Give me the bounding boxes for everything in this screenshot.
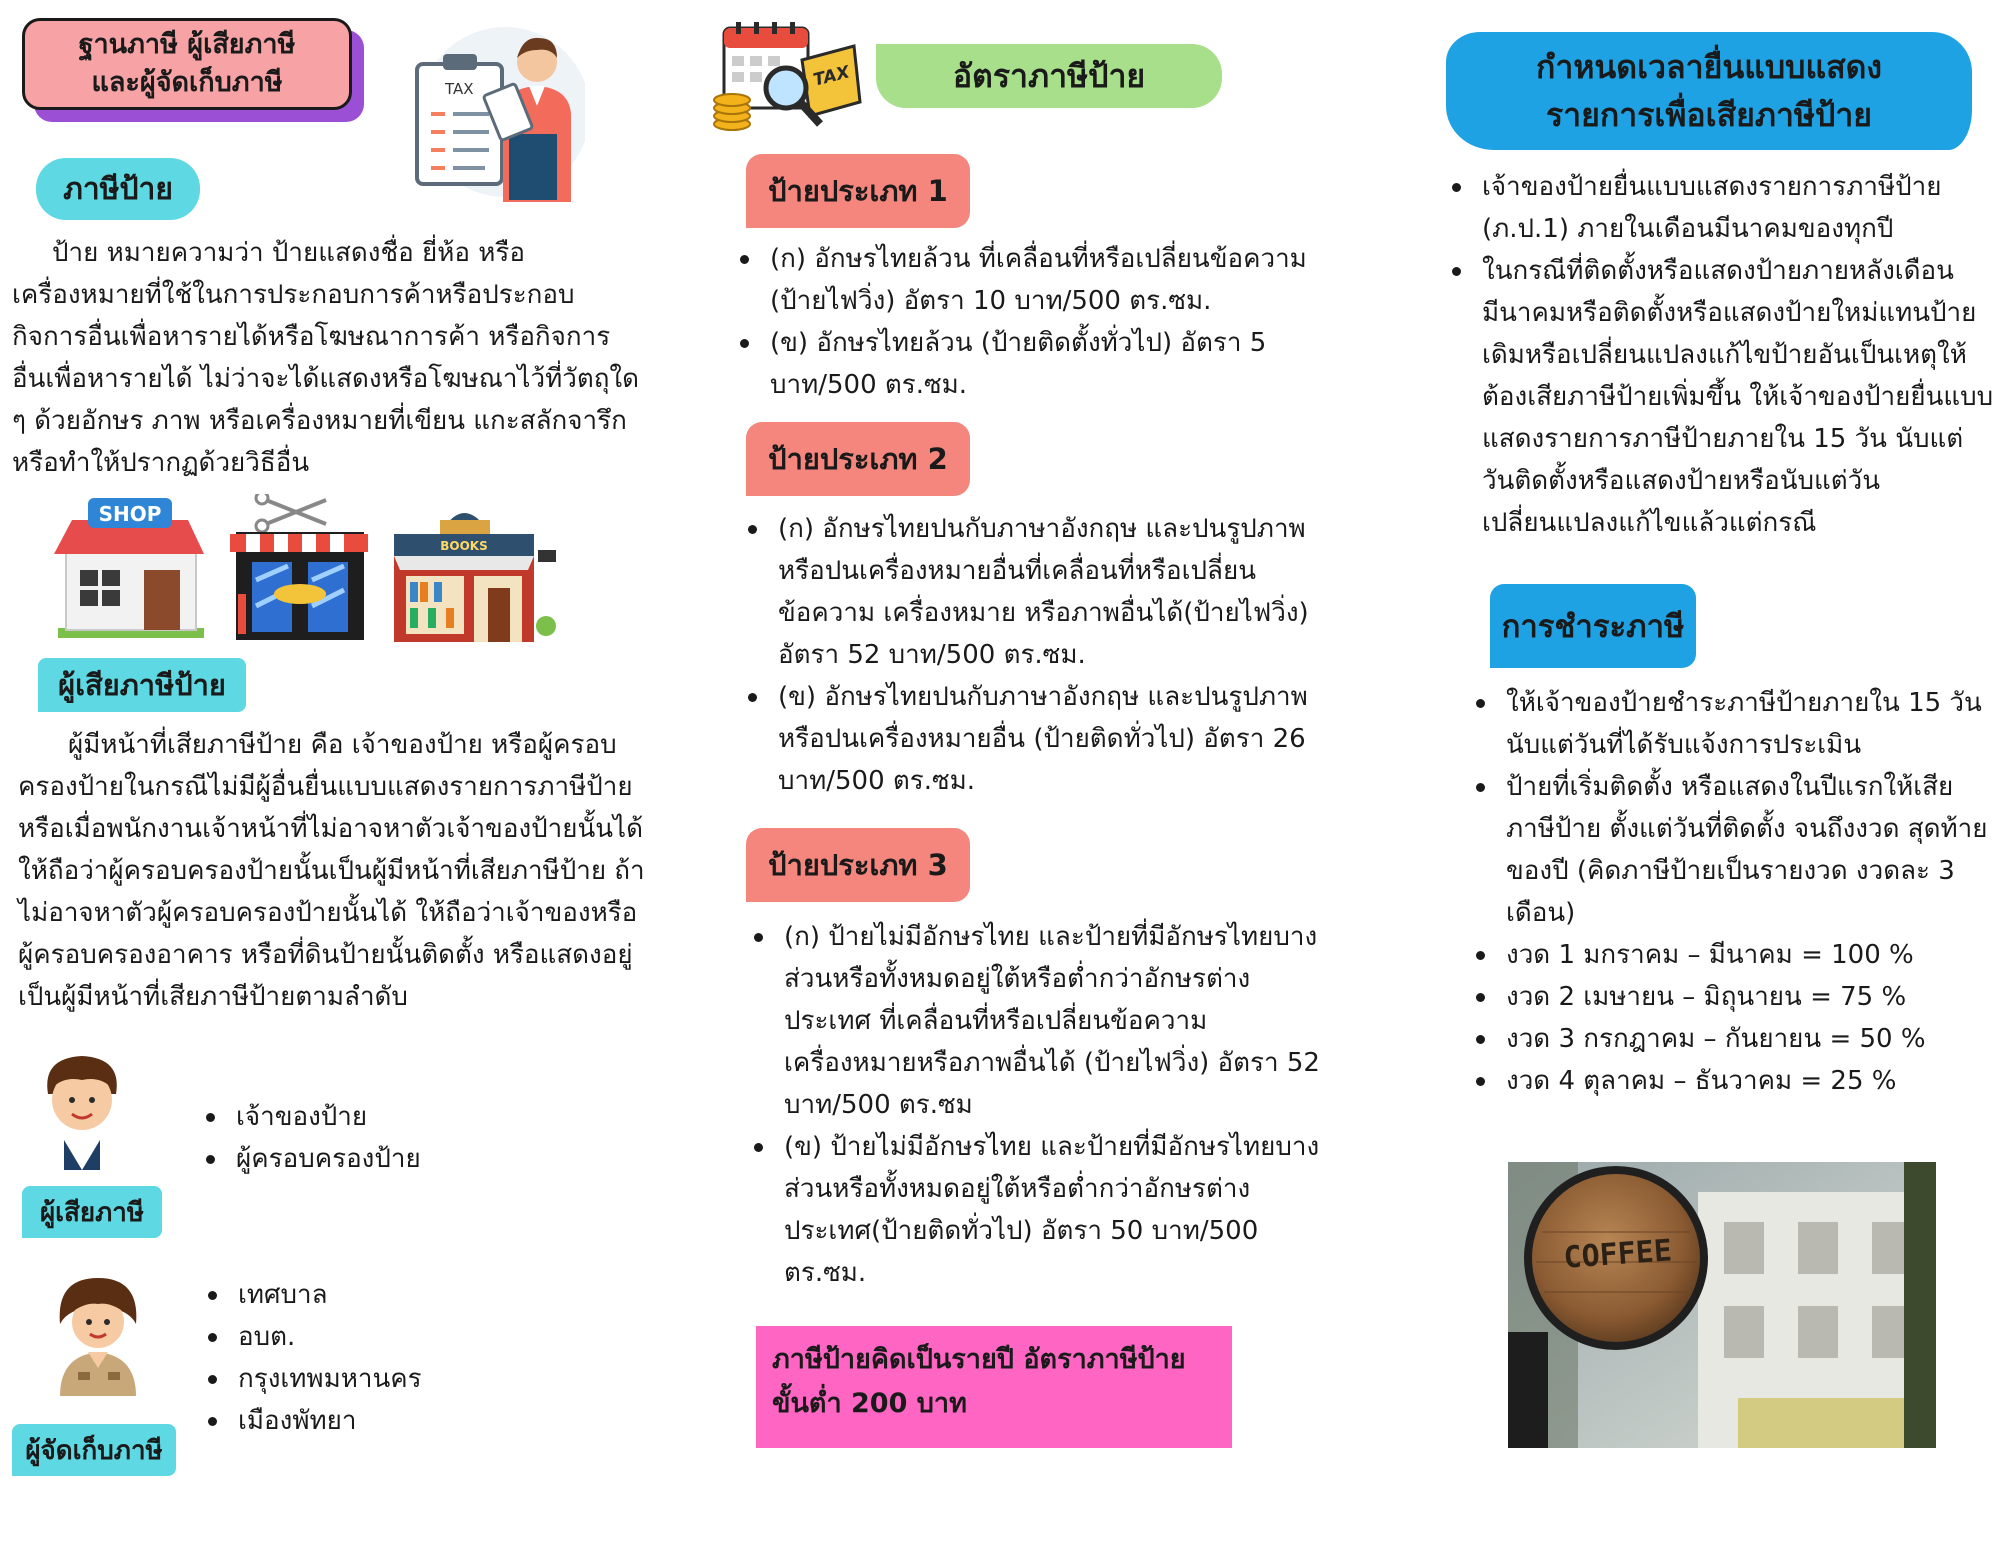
books-sign-text: BOOKS xyxy=(440,539,488,553)
type2-badge xyxy=(746,422,970,496)
filing-deadline-heading-badge xyxy=(1446,32,1972,150)
taxpayer-definition: ผู้มีหน้าที่เสียภาษีป้าย คือ เจ้าของป้าย หรือผู้ครอบครองป้ายในกรณีไม่มีผู้อื่นยื่นแบบแสดงรายการภาษีป้าย หรือเมื่อพนักงานเจ้าหน้าที่ไม่อาจหาตัวเจ้าของป้ายนั้นได้ ให้ถือว่าผู้ครอบครองป้ายนั้นเป็นผู้มีหน้าที่เสียภาษีป้าย ถ้าไม่อาจหาตัวผู้ครอบครองป้ายนั้นได้ ให้ถือว่าเจ้าของหรือ ผู้ครอบครองอาคาร หรือที่ดินป้ายนั้นติดตั้ง หรือแสดงอยู่เป็นผู้มีหน้าที่เสียภาษีป้ายตามลำดับ xyxy=(18,730,645,1012)
payer-list xyxy=(196,1096,516,1180)
signtax-definition: ป้าย หมายความว่า ป้ายแสดงชื่อ ยี่ห้อ หรือเครื่องหมายที่ใช้ในการประกอบการค้าหรือประกอบกิจการอื่นเพื่อหารายได้หรือโฆษณาการค้า หรือกิจการอื่นเพื่อหารายได้ ไม่ว่าจะได้แสดงหรือโฆษณาไว้ที่วัตถุใด ๆ ด้วยอักษร ภาพ หรือเครื่องหมายที่เขียน แกะสลักจารึกหรือทำให้ปรากฏด้วยวิธีอื่น xyxy=(12,238,640,478)
shop-icon xyxy=(52,496,207,641)
rate-heading: อัตราภาษีป้าย xyxy=(952,56,1146,95)
list-item: เจ้าของป้าย xyxy=(196,1096,516,1138)
list-item: อบต. xyxy=(198,1316,518,1358)
payment-heading-badge xyxy=(1490,584,1696,668)
bookstore-icon xyxy=(388,498,558,644)
list-item: (ก) อักษรไทยล้วน ที่เคลื่อนที่หรือเปลี่ยนข้อความ (ป้ายไฟวิ่ง) อัตรา 10 บาท/500 ตร.ซม. xyxy=(730,238,1320,322)
payer-label-badge xyxy=(22,1186,162,1238)
list-item: (ข) ป้ายไม่มีอักษรไทย และป้ายที่มีอักษรไทยบางส่วนหรือทั้งหมดอยู่ใต้หรือต่ำกว่าอักษรต่างประเทศ(ป้ายติดทั่วไป) อัตรา 50 บาท/500 ตร.ซม. xyxy=(744,1126,1324,1294)
list-item: เจ้าของป้ายยื่นแบบแสดงรายการภาษีป้าย (ภ.ป.1) ภายในเดือนมีนาคมของทุกปี xyxy=(1442,166,1994,250)
tax-calendar-icon xyxy=(710,20,862,132)
type1-badge xyxy=(746,154,970,228)
tax-label: TAX xyxy=(445,80,474,98)
signtax-heading-badge xyxy=(36,158,200,220)
boy-avatar-icon xyxy=(36,1050,128,1170)
minimum-tax-line2: ขั้นต่ำ 200 บาท xyxy=(772,1388,967,1419)
collector-label: ผู้จัดเก็บภาษี xyxy=(25,1435,163,1466)
type3-badge xyxy=(746,828,970,902)
taxpayer-heading-badge xyxy=(38,658,246,712)
type1-label: ป้ายประเภท 1 xyxy=(768,174,948,208)
payment-heading: การชำระภาษี xyxy=(1501,609,1685,645)
collector-list xyxy=(198,1274,518,1442)
list-item: งวด 1 มกราคม – มีนาคม = 100 % xyxy=(1466,934,1996,976)
list-item: ให้เจ้าของป้ายชำระภาษีป้ายภายใน 15 วัน นับแต่วันที่ได้รับแจ้งการประเมิน xyxy=(1466,682,1996,766)
list-item: (ข) อักษรไทยปนกับภาษาอังกฤษ และปนรูปภาพ หรือปนเครื่องหมายอื่น (ป้ายติดทั่วไป) อัตรา 26 บาท/500 ตร.ซม. xyxy=(738,676,1318,802)
collector-label-badge xyxy=(12,1424,176,1476)
type1-list xyxy=(730,238,1320,406)
list-item: กรุงเทพมหานคร xyxy=(198,1358,518,1400)
list-item: งวด 4 ตุลาคม – ธันวาคม = 25 % xyxy=(1466,1060,1996,1102)
minimum-tax-note xyxy=(756,1326,1232,1448)
list-item: เทศบาล xyxy=(198,1274,518,1316)
list-item: งวด 2 เมษายน – มิถุนายน = 75 % xyxy=(1466,976,1996,1018)
calendar-tax-label: TAX xyxy=(811,62,852,91)
taxpayer-heading: ผู้เสียภาษีป้าย xyxy=(58,668,226,702)
filing-list xyxy=(1442,166,1994,544)
list-item: ป้ายที่เริ่มติดตั้ง หรือแสดงในปีแรกให้เสียภาษีป้าย ตั้งแต่วันที่ติดตั้ง จนถึงงวด สุดท้ายของปี (คิดภาษีป้ายเป็นรายงวด งวดละ 3 เดือน) xyxy=(1466,766,1996,934)
payment-list xyxy=(1466,682,1996,1102)
type2-label: ป้ายประเภท 2 xyxy=(768,442,948,476)
type3-list xyxy=(744,916,1324,1294)
shop-sign-text: SHOP xyxy=(98,502,162,526)
payer-label: ผู้เสียภาษี xyxy=(39,1197,145,1228)
list-item: (ก) อักษรไทยปนกับภาษาอังกฤษ และปนรูปภาพ หรือปนเครื่องหมายอื่นที่เคลื่อนที่หรือเปลี่ยนข้อความ เครื่องหมาย หรือภาพอื่นได้(ป้ายไฟวิ่ง) อัตรา 52 บาท/500 ตร.ซม. xyxy=(738,508,1318,676)
filing-heading-line2: รายการเพื่อเสียภาษีป้าย xyxy=(1545,96,1873,134)
main-title-line2: และผู้จัดเก็บภาษี xyxy=(91,67,283,98)
signtax-heading: ภาษีป้าย xyxy=(63,171,173,207)
list-item: (ก) ป้ายไม่มีอักษรไทย และป้ายที่มีอักษรไทยบางส่วนหรือทั้งหมดอยู่ใต้หรือต่ำกว่าอักษรต่างประเทศ ที่เคลื่อนที่หรือเปลี่ยนข้อความเครื่องหมายหรือภาพอื่นได้ (ป้ายไฟวิ่ง) อัตรา 52 บาท/500 ตร.ซม xyxy=(744,916,1324,1126)
list-item: เมืองพัทยา xyxy=(198,1400,518,1442)
minimum-tax-line1: ภาษีป้ายคิดเป็นรายปี อัตราภาษีป้าย xyxy=(772,1344,1186,1375)
coffee-sign-photo xyxy=(1508,1162,1936,1448)
filing-heading-line1: กำหนดเวลายื่นแบบแสดง xyxy=(1535,48,1882,86)
officer-avatar-icon xyxy=(52,1272,144,1396)
main-title-line1: ฐานภาษี ผู้เสียภาษี xyxy=(78,29,296,60)
coffee-sign-text: COFFEE xyxy=(1562,1233,1674,1276)
barber-shop-icon xyxy=(226,494,371,642)
type3-label: ป้ายประเภท 3 xyxy=(768,848,948,882)
list-item: ผู้ครอบครองป้าย xyxy=(196,1138,516,1180)
list-item: ในกรณีที่ติดตั้งหรือแสดงป้ายภายหลังเดือนมีนาคมหรือติดตั้งหรือแสดงป้ายใหม่แทนป้ายเดิมหรือเปลี่ยนแปลงแก้ไขป้ายอันเป็นเหตุให้ต้องเสียภาษีป้ายเพิ่มขึ้น ให้เจ้าของป้ายยื่นแบบแสดงรายการภาษีป้ายภายใน 15 วัน นับแต่วันติดตั้งหรือแสดงป้ายหรือนับแต่วันเปลี่ยนแปลงแก้ไขแล้วแต่กรณี xyxy=(1442,250,1994,544)
tax-form-person-icon xyxy=(405,22,585,202)
list-item: งวด 3 กรกฎาคม – กันยายน = 50 % xyxy=(1466,1018,1996,1060)
rate-heading-badge xyxy=(876,44,1222,108)
type2-list xyxy=(738,508,1318,802)
list-item: (ข) อักษรไทยล้วน (ป้ายติดตั้งทั่วไป) อัตรา 5 บาท/500 ตร.ซม. xyxy=(730,322,1320,406)
main-title-badge xyxy=(22,18,352,110)
